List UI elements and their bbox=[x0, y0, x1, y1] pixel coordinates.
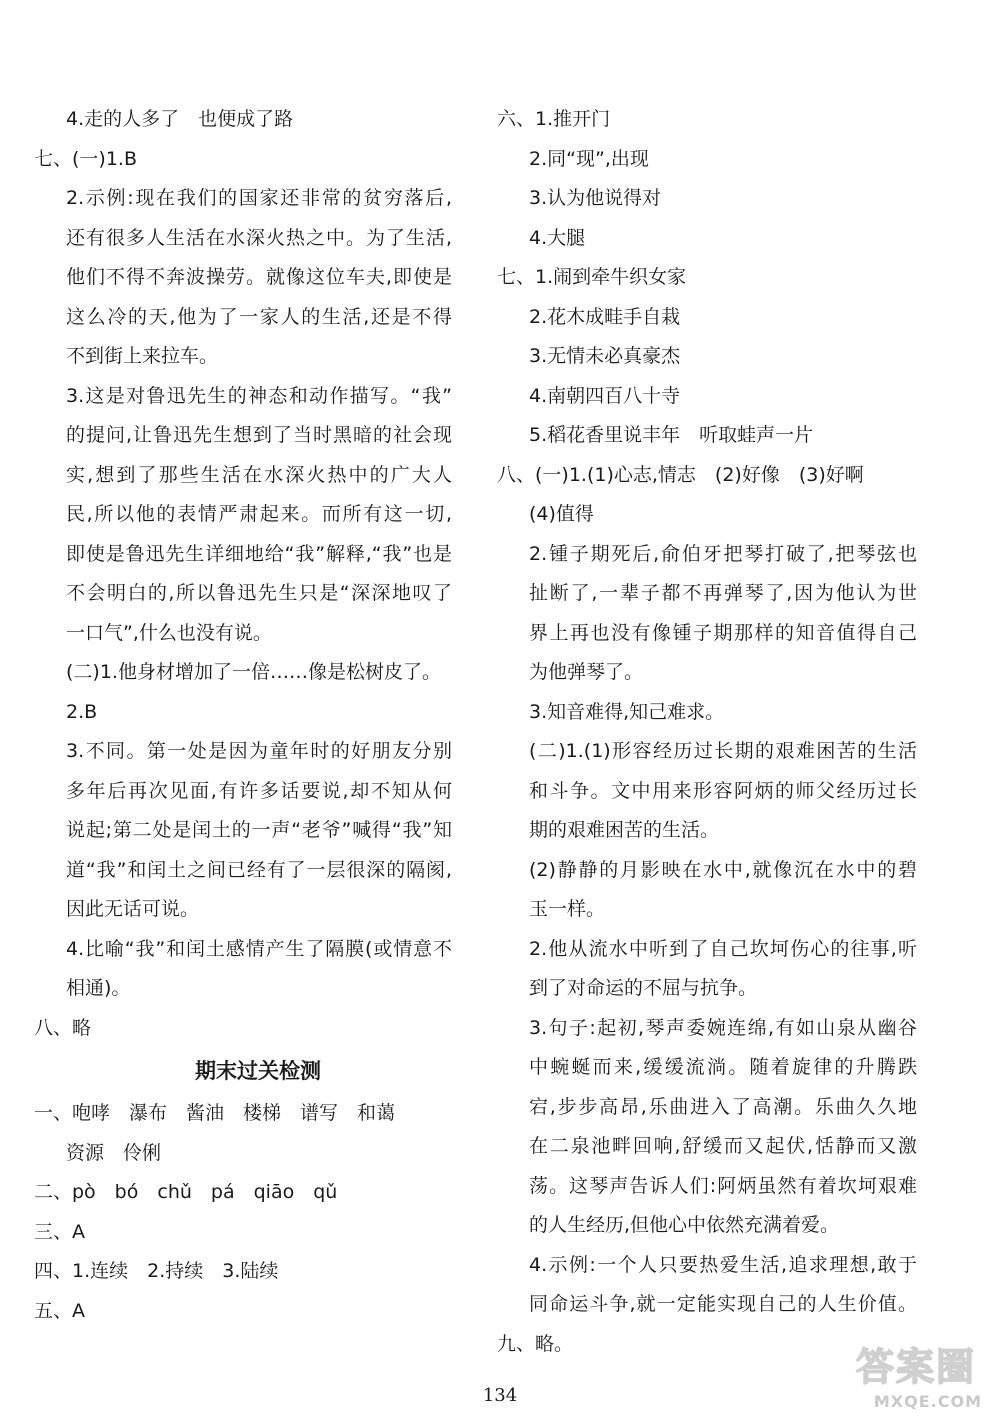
answer-line: 5.稻花香里说丰年 听取蛙声一片 bbox=[529, 424, 814, 446]
answer-line: (二)1.他身材增加了一倍……像是松树皮了。 bbox=[66, 661, 441, 683]
answer-line: 到了对命运的不屈与抗争。 bbox=[529, 977, 758, 999]
answer-line: 和斗争。文中用来形容阿炳的师父经历过长 bbox=[529, 779, 917, 802]
answer-line: 4.走的人多了 也便成了路 bbox=[66, 108, 294, 130]
answer-line: 因此无话可说。 bbox=[66, 898, 200, 920]
answer-line: 资源 伶俐 bbox=[66, 1141, 162, 1164]
answer-line: 还有很多人生活在水深火热之中。为了生活, bbox=[66, 226, 452, 249]
answer-line: 2.花木成畦手自栽 bbox=[529, 305, 681, 328]
answer-line: 为他弹琴了。 bbox=[529, 661, 644, 683]
answer-line: 他们不得不奔波操劳。就像这位车夫,即使是 bbox=[66, 266, 452, 288]
answer-line: 玉一样。 bbox=[529, 898, 606, 920]
left-column bbox=[34, 100, 452, 1331]
answer-line: 相通)。 bbox=[66, 977, 131, 999]
answer-line: 3.不同。第一处是因为童年时的好朋友分别 bbox=[66, 740, 452, 762]
answer-line: 2.锺子期死后,俞伯牙把琴打破了,把琴弦也 bbox=[529, 542, 917, 565]
answer-line: (4)值得 bbox=[529, 503, 594, 525]
answer-line: 3.这是对鲁迅先生的神态和动作描写。“我” bbox=[66, 384, 452, 407]
answer-line: 五、A bbox=[34, 1299, 85, 1322]
answer-line: 期的艰难困苦的生活。 bbox=[529, 819, 720, 841]
answer-line: 的提问,让鲁迅先生想到了当时黑暗的社会现 bbox=[66, 424, 452, 446]
answer-line: 宕,步步高昂,乐曲进入了高潮。乐曲久久地 bbox=[529, 1095, 917, 1118]
answer-line: 实,想到了那些生活在水深火热中的广大人 bbox=[66, 463, 452, 486]
answer-line: 4.大腿 bbox=[529, 226, 586, 249]
answer-line: 民,所以他的表情严肃起来。而所有这一切, bbox=[66, 503, 452, 525]
answer-line: 2.他从流水中听到了自己坎坷伤心的往事,听 bbox=[529, 937, 917, 960]
answer-line: 七、(一)1.B bbox=[34, 147, 137, 170]
answer-line: 荡。这琴声告诉人们:阿炳虽然有着坎坷艰难 bbox=[529, 1174, 917, 1197]
answer-line: 4.示例:一个人只要热爱生活,追求理想,敢于 bbox=[529, 1253, 917, 1276]
answer-line: 一口气”,什么也没有说。 bbox=[66, 621, 272, 644]
right-column bbox=[497, 100, 917, 1364]
answer-line: 这么冷的天,他为了一家人的生活,还是不得 bbox=[66, 305, 452, 328]
answer-line: 道“我”和闰土之间已经有了一层很深的隔阂, bbox=[66, 858, 452, 881]
answer-line: 中蜿蜒而来,缓缓流淌。随着旋律的升腾跌 bbox=[529, 1056, 917, 1078]
answer-line: 的人生经历,但他心中依然充满着爱。 bbox=[529, 1214, 840, 1236]
answer-line: (二)1.(1)形容经历过长期的艰难困苦的生活 bbox=[529, 740, 917, 762]
answer-line: 二、pò bó chǔ pá qiāo qǔ bbox=[34, 1181, 338, 1203]
answer-line: 4.比喻“我”和闰土感情产生了隔膜(或情意不 bbox=[66, 937, 452, 960]
answer-line: 3.句子:起初,琴声委婉连绵,有如山泉从幽谷 bbox=[529, 1016, 917, 1039]
answer-line: 六、1.推开门 bbox=[497, 108, 611, 130]
answer-line: 不到街上来拉车。 bbox=[66, 345, 219, 367]
answer-line: 3.无情未必真豪杰 bbox=[529, 345, 681, 367]
answer-line: 多年后再次见面,有许多话要说,却不知从何 bbox=[66, 779, 452, 802]
answer-line: 八、(一)1.(1)心志,情志 (2)好像 (3)好啊 bbox=[497, 463, 864, 486]
answer-line: 一、咆哮 瀑布 酱油 楼梯 谱写 和蔼 bbox=[34, 1102, 396, 1124]
answer-line: 2.示例:现在我们的国家还非常的贫穷落后, bbox=[66, 187, 452, 209]
answer-line: 4.南朝四百八十寺 bbox=[529, 384, 681, 407]
watermark bbox=[852, 1341, 982, 1411]
answer-line: 3.知音难得,知己难求。 bbox=[529, 700, 725, 723]
page-number: 134 bbox=[482, 1385, 518, 1406]
answer-line: 在二泉池畔回响,舒缓而又起伏,恬静而又激 bbox=[529, 1135, 917, 1157]
answer-line: 七、1.闹到牵牛织女家 bbox=[497, 266, 687, 288]
answer-line: (2)静静的月影映在水中,就像沉在水中的碧 bbox=[529, 858, 917, 881]
answer-line: 八、略 bbox=[34, 1016, 92, 1039]
watermark-logo: 答案圈 bbox=[855, 1345, 976, 1389]
answer-line: 2.B bbox=[66, 700, 98, 723]
section-heading: 期末过关检测 bbox=[195, 1059, 321, 1083]
answer-line: 三、A bbox=[34, 1220, 85, 1243]
answer-line: 同命运斗争,就一定能实现自己的人生价值。 bbox=[529, 1293, 917, 1315]
answer-line: 四、1.连续 2.持续 3.陆续 bbox=[34, 1260, 279, 1282]
answer-line: 2.同“现”,出现 bbox=[529, 147, 649, 170]
answer-line: 说起;第二处是闰土的一声“老爷”喊得“我”知 bbox=[66, 819, 452, 841]
answer-line: 不会明白的,所以鲁迅先生只是“深深地叹了 bbox=[66, 582, 452, 604]
answer-line: 扯断了,一辈子都不再弹琴了,因为他认为世 bbox=[529, 582, 917, 604]
watermark-text: MXQE.COM bbox=[873, 1392, 982, 1411]
answer-line: 九、略。 bbox=[497, 1332, 574, 1355]
answer-line: 3.认为他说得对 bbox=[529, 187, 662, 209]
answer-line: 界上再也没有像锺子期那样的知音值得自己 bbox=[529, 621, 917, 644]
answer-line: 即使是鲁迅先生详细地给“我”解释,“我”也是 bbox=[66, 542, 452, 565]
